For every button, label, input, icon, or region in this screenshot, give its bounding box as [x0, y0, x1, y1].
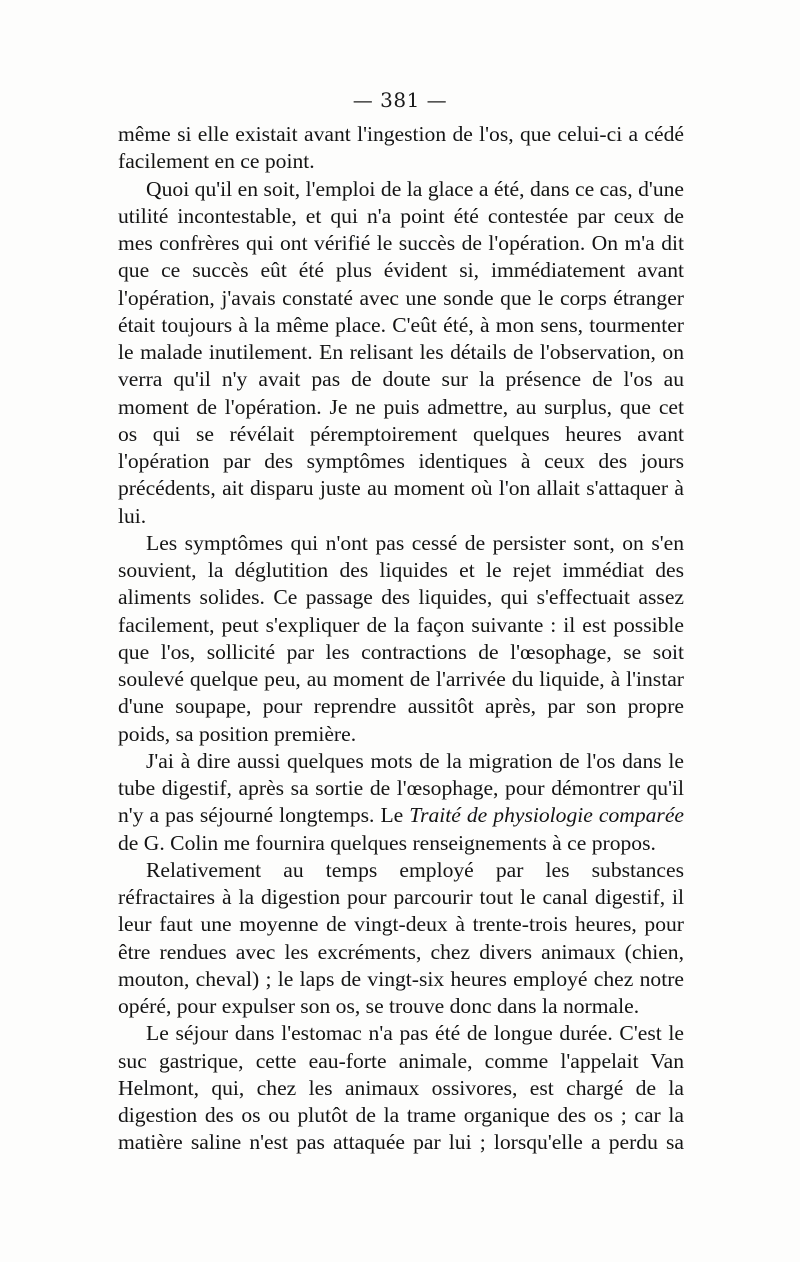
book-title-reference: Traité de physiologie comparée — [409, 803, 684, 828]
paragraph-symptomes: Les symptômes qui n'ont pas cessé de persister sont, on s'en souvient, la déglutition des liquides et le rejet immédiat des aliments solides. Ce passage des liquides, qui s'effectuait assez facilement, peut s'expliquer de la façon suivante : il est possible que l'os, sollicité par les contractions de l'œsophage, se soit soulevé quelque peu, au moment de l'arrivée du liquide, à l'instar d'une soupape, pour reprendre aussitôt après, par son propre poids, sa position première. — [118, 530, 684, 746]
page-number: — 381 — — [352, 88, 448, 112]
paragraph-estomac: Le séjour dans l'estomac n'a pas été de longue durée. C'est le suc gastrique, cette eau-forte animale, comme l'appelait Van Helmont, qui, chez les animaux ossivores, est chargé de la digestion des os ou plutôt de la trame organique des os ; car la matière saline n'est pas attaquée par lui ; lorsqu'elle a perdu sa — [118, 1021, 684, 1155]
body-text — [118, 121, 684, 1157]
paragraph-migration — [118, 748, 684, 857]
paragraph-continuation: même si elle existait avant l'ingestion de l'os, que celui-ci a cédé facilement en ce point. — [118, 122, 684, 174]
paragraph-migration-after: de G. Colin me fournira quelques renseignements à ce propos. — [118, 830, 656, 855]
paragraph-glace: Quoi qu'il en soit, l'emploi de la glace a été, dans ce cas, d'une utilité incontestable, et qui n'a point été contestée par ceux de mes confrères qui ont vérifié le succès de l'opération. On m'a dit que ce succès eût été plus évident si, immédiatement avant l'opération, j'avais constaté avec une sonde que le corps étranger était toujours à la même place. C'eût été, à mon sens, tourmenter le malade inutilement. En relisant les détails de l'observation, on verra qu'il n'y avait pas de doute sur la présence de l'os au moment de l'opération. Je ne puis admettre, au surplus, que cet os qui se révélait péremptoirement quelques heures avant l'opération par des symptômes identiques à ceux des jours précédents, ait disparu juste au moment où l'on allait s'attaquer à lui. — [118, 176, 684, 528]
paragraph-digestion-time: Relativement au temps employé par les substances réfractaires à la digestion pour parcourir tout le canal digestif, il leur faut une moyenne de vingt-deux à trente-trois heures, pour être rendues avec les excréments, chez divers animaux (chien, mouton, cheval) ; le laps de vingt-six heures employé chez notre opéré, pour expulser son os, se trouve donc dans la normale. — [118, 857, 684, 1018]
paragraph-migration-before: J'ai à dire aussi quelques mots de la migration de l'os dans le tube digestif, après sa sortie de l'œsophage, pour démontrer qu'il n'y a pas séjourné longtemps. Le — [118, 748, 684, 828]
